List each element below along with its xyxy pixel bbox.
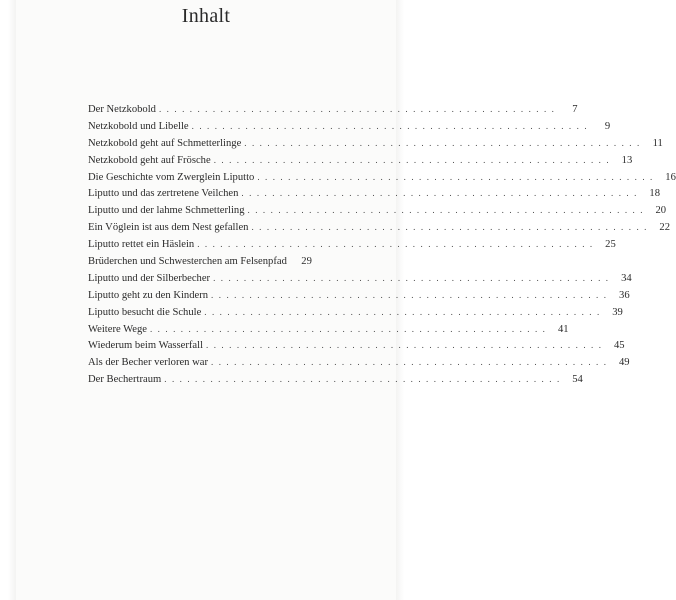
toc-entry xyxy=(88,236,616,253)
toc-entry-page-number: 49 xyxy=(618,357,630,369)
toc-entry-page-number: 34 xyxy=(621,272,632,284)
toc-entry-title: Liputto und das zertretene Veilchen xyxy=(88,188,239,200)
toc-entry-page-number: 29 xyxy=(301,256,312,268)
toc-entry-title: Liputto besucht die Schule xyxy=(88,306,202,318)
toc-entry-page-number: 36 xyxy=(619,289,630,301)
toc-entry-title: Netzkobold geht auf Frösche xyxy=(88,154,211,166)
dot-leader xyxy=(248,202,645,219)
toc-entry xyxy=(88,253,312,270)
toc-entry-title: Liputto rettet ein Häslein xyxy=(88,239,195,251)
dot-leader xyxy=(244,135,641,152)
toc-entry-page-number: 45 xyxy=(613,340,625,352)
toc-entry xyxy=(88,169,676,186)
toc-entry-title: Liputto geht zu den Kindern xyxy=(88,289,209,301)
dot-leader xyxy=(159,101,556,118)
dot-leader xyxy=(213,270,610,287)
toc-entry xyxy=(88,219,671,236)
toc-entry xyxy=(88,118,611,135)
toc-entry-title: Netzkobold geht auf Schmetterlinge xyxy=(88,137,242,149)
toc-entry-title: Der Netzkobold xyxy=(88,104,156,115)
toc-entry-page-number: 39 xyxy=(612,306,623,318)
toc-entry-page-number: 11 xyxy=(652,137,663,149)
toc-entry xyxy=(88,202,667,219)
dot-leader xyxy=(211,287,608,304)
toc-entry-title: Als der Becher verloren war xyxy=(88,357,209,369)
page-edge-left xyxy=(8,0,16,600)
toc-entry-title: Liputto und der lahme Schmetterling xyxy=(88,205,245,217)
dot-leader xyxy=(192,118,589,135)
toc-entry xyxy=(88,101,578,118)
toc-entry-title: Der Bechertraum xyxy=(88,374,162,386)
table-of-contents xyxy=(88,101,676,388)
toc-entry xyxy=(88,337,625,354)
book-page xyxy=(8,0,676,600)
toc-entry xyxy=(88,152,633,169)
dot-leader xyxy=(214,152,611,169)
toc-entry-title: Netzkobold und Libelle xyxy=(88,120,189,132)
toc-entry xyxy=(88,304,623,321)
toc-entry xyxy=(88,321,569,338)
dot-leader xyxy=(197,236,594,253)
toc-entry-page-number: 22 xyxy=(659,222,671,234)
toc-entry-page-number: 18 xyxy=(649,188,660,200)
dot-leader xyxy=(204,304,601,321)
toc-entry-page-number: 9 xyxy=(604,120,611,132)
toc-entry xyxy=(88,287,630,304)
dot-leader xyxy=(257,169,654,186)
toc-entry-title: Ein Vöglein ist aus dem Nest gefallen xyxy=(88,222,249,234)
toc-entry xyxy=(88,135,663,152)
toc-entry xyxy=(88,185,660,202)
toc-entry-page-number: 41 xyxy=(557,323,569,335)
toc-entry-title: Wiederum beim Wasserfall xyxy=(88,340,204,352)
toc-entry xyxy=(88,354,630,371)
toc-entry-page-number: 20 xyxy=(655,205,667,217)
toc-entry-page-number: 7 xyxy=(572,104,578,115)
page-title: Inhalt xyxy=(181,5,231,27)
toc-entry-page-number: 54 xyxy=(572,374,583,386)
dot-leader xyxy=(150,321,547,338)
dot-leader xyxy=(251,219,648,236)
toc-entry-title: Die Geschichte vom Zwerglein Liputto xyxy=(88,171,255,183)
dot-leader xyxy=(206,337,603,354)
dot-leader xyxy=(164,371,561,388)
dot-leader xyxy=(211,354,608,371)
toc-entry xyxy=(88,371,583,388)
toc-entry-title: Liputto und der Silberbecher xyxy=(88,272,211,284)
dot-leader xyxy=(241,185,638,202)
toc-entry-page-number: 25 xyxy=(605,239,616,251)
toc-entry-title: Weitere Wege xyxy=(88,323,147,335)
toc-entry-title: Brüderchen und Schwesterchen am Felsenpfad xyxy=(88,256,287,268)
toc-entry-page-number: 13 xyxy=(621,154,633,166)
toc-entry xyxy=(88,270,632,287)
toc-entry-page-number: 16 xyxy=(665,171,676,183)
